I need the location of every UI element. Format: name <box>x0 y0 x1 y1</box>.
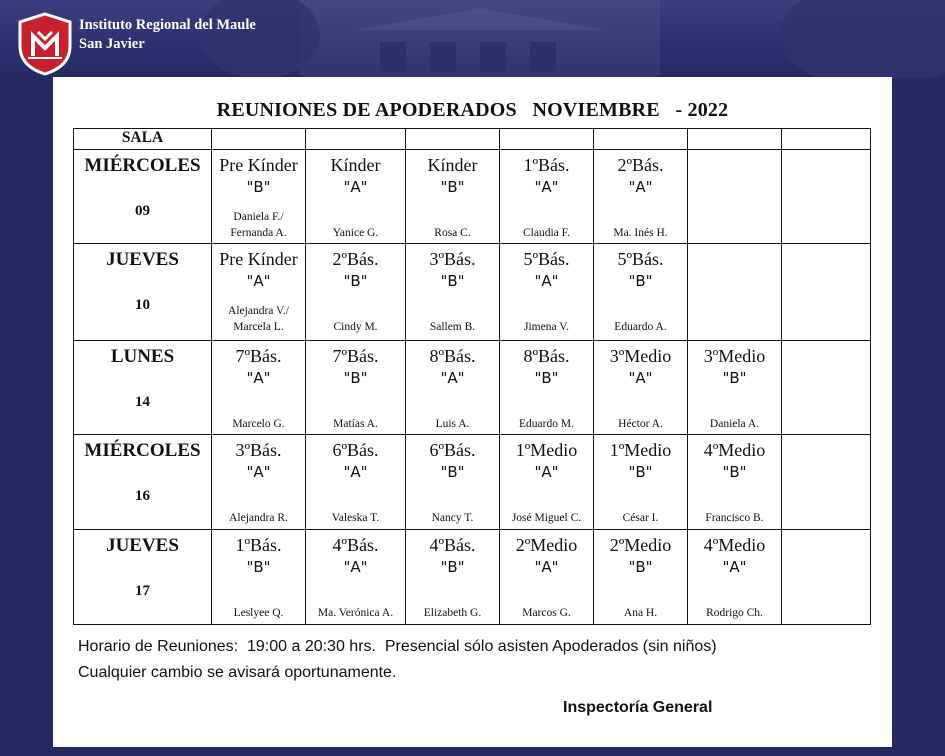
class-cell <box>688 530 782 625</box>
building-window <box>430 42 456 72</box>
schedule-row <box>74 341 871 435</box>
course-name: 3ºBás. <box>429 249 476 269</box>
header-cell <box>594 129 688 150</box>
teacher-name <box>212 209 305 241</box>
course-name: 4ºBás. <box>332 535 379 555</box>
class-block <box>500 341 593 434</box>
class-cell <box>782 150 871 244</box>
class-block <box>594 530 687 623</box>
teacher-line2: Jimena V. <box>524 321 569 333</box>
schedule-row <box>74 150 871 244</box>
day-block <box>74 435 211 505</box>
teacher-name <box>306 416 405 432</box>
teacher-name <box>406 319 499 335</box>
teacher-name <box>594 510 687 526</box>
course-name: Kínder <box>427 155 478 175</box>
course-name: 5ºBás. <box>523 249 570 269</box>
course-name: 7ºBás. <box>332 346 379 366</box>
class-block <box>306 530 405 623</box>
class-block <box>594 435 687 528</box>
teacher-line1: Alejandra V./ <box>228 305 289 317</box>
course-name: 3ºBás. <box>235 440 282 460</box>
course-section: "A" <box>722 558 747 576</box>
class-cell <box>782 530 871 625</box>
class-cell <box>688 341 782 435</box>
school-logo <box>16 12 74 76</box>
course-name: 4ºMedio <box>703 535 766 555</box>
teacher-line2: Matías A. <box>333 418 378 430</box>
class-cell <box>406 341 500 435</box>
class-cell <box>782 341 871 435</box>
teacher-name <box>500 319 593 335</box>
course-section: "B" <box>722 369 747 387</box>
course-section: "A" <box>534 178 559 196</box>
course-section: "A" <box>534 463 559 481</box>
teacher-name <box>688 510 781 526</box>
teacher-line2: Héctor A. <box>618 418 663 430</box>
class-block <box>688 150 781 243</box>
class-block <box>782 435 870 528</box>
teacher-name <box>406 605 499 621</box>
teacher-name <box>306 605 405 621</box>
class-block <box>594 341 687 434</box>
teacher-line2: Daniela A. <box>709 418 760 430</box>
header-cell <box>500 129 594 150</box>
teacher-line2: Eduardo A. <box>614 321 667 333</box>
course-name: Pre Kínder <box>219 155 298 175</box>
course-name <box>782 435 870 440</box>
course-name: 6ºBás. <box>429 440 476 460</box>
class-cell <box>500 150 594 244</box>
teacher-name <box>594 416 687 432</box>
class-cell <box>594 244 688 341</box>
course-name <box>782 341 870 346</box>
course-section: "B" <box>628 558 653 576</box>
class-block <box>306 244 405 337</box>
class-cell <box>406 244 500 341</box>
teacher-line2: Ma. Inés H. <box>613 227 668 239</box>
course-name <box>688 150 781 155</box>
page-title: REUNIONES DE APODERADOS NOVIEMBRE - 2022 <box>216 99 729 121</box>
class-cell <box>406 435 500 530</box>
class-block <box>306 435 405 528</box>
course-name: 1ºMedio <box>609 440 672 460</box>
header-cell <box>782 129 871 150</box>
teacher-name <box>306 510 405 526</box>
meeting-hours-note: Horario de Reuniones: 19:00 a 20:30 hrs. Presencial sólo asisten Apoderados (sin niños) <box>78 638 717 655</box>
notice-document <box>53 77 892 747</box>
class-block <box>306 341 405 434</box>
course-name: 6ºBás. <box>332 440 379 460</box>
course-name <box>782 150 870 155</box>
teacher-line2: Rosa C. <box>434 227 471 239</box>
course-name: 2ºBás. <box>332 249 379 269</box>
class-block <box>782 244 870 337</box>
day-block <box>74 341 211 411</box>
teacher-line2: Valeska T. <box>331 512 380 524</box>
course-section: "B" <box>440 463 465 481</box>
building-window <box>380 42 406 72</box>
day-date: 14 <box>135 394 150 410</box>
day-name: MIÉRCOLES <box>84 440 201 461</box>
class-block <box>212 435 305 528</box>
day-name: JUEVES <box>106 249 179 270</box>
teacher-line2: Alejandra R. <box>229 512 288 524</box>
class-cell <box>500 244 594 341</box>
course-name: 3ºMedio <box>703 346 766 366</box>
schedule-row <box>74 530 871 625</box>
teacher-line1: Daniela F./ <box>233 211 284 223</box>
class-block <box>688 244 781 337</box>
day-date: 09 <box>135 203 150 219</box>
teacher-line2: Leslyee Q. <box>233 607 284 619</box>
school-name-line1: Instituto Regional del Maule <box>79 17 256 33</box>
teacher-name <box>212 510 305 526</box>
course-name: 8ºBás. <box>523 346 570 366</box>
teacher-line2: Yanice G. <box>332 227 379 239</box>
school-name <box>79 16 256 54</box>
header-cell <box>212 129 306 150</box>
course-section: "A" <box>534 558 559 576</box>
class-block <box>688 341 781 434</box>
meeting-schedule-table <box>73 128 871 625</box>
class-cell <box>306 244 406 341</box>
teacher-name <box>500 225 593 241</box>
building-window <box>530 42 556 72</box>
class-cell <box>782 244 871 341</box>
teacher-line2: Eduardo M. <box>519 418 574 430</box>
course-name <box>782 244 870 249</box>
class-cell <box>212 435 306 530</box>
day-cell <box>74 435 212 530</box>
course-name: 7ºBás. <box>235 346 282 366</box>
teacher-line2: Nancy T. <box>431 512 474 524</box>
class-cell <box>688 435 782 530</box>
teacher-name <box>688 605 781 621</box>
tree-shape <box>780 0 945 78</box>
class-block <box>500 150 593 243</box>
sala-header: SALA <box>74 129 212 150</box>
class-cell <box>306 341 406 435</box>
teacher-line2: Francisco B. <box>705 512 764 524</box>
course-name <box>688 244 781 249</box>
teacher-line2: Claudia F. <box>523 227 570 239</box>
course-section: "A" <box>246 272 271 290</box>
course-section: "A" <box>343 463 368 481</box>
class-block <box>406 530 499 623</box>
course-section: "A" <box>343 558 368 576</box>
teacher-name <box>594 605 687 621</box>
class-block <box>406 150 499 243</box>
course-section: "A" <box>440 369 465 387</box>
teacher-line2: Fernanda A. <box>230 227 287 239</box>
day-block <box>74 150 211 220</box>
header-cell <box>306 129 406 150</box>
class-cell <box>212 244 306 341</box>
teacher-name <box>688 416 781 432</box>
class-block <box>782 341 870 434</box>
class-block <box>500 435 593 528</box>
teacher-line2: Marcos G. <box>522 607 571 619</box>
course-name: 8ºBás. <box>429 346 476 366</box>
course-name: 2ºMedio <box>515 535 578 555</box>
header-banner <box>0 0 945 78</box>
day-block <box>74 244 211 314</box>
day-cell <box>74 244 212 341</box>
class-cell <box>212 530 306 625</box>
course-name: 4ºBás. <box>429 535 476 555</box>
school-name-line2: San Javier <box>79 36 145 52</box>
class-cell <box>594 150 688 244</box>
course-name: 4ºMedio <box>703 440 766 460</box>
day-date: 17 <box>135 583 150 599</box>
teacher-name <box>500 605 593 621</box>
teacher-line2: Marcelo G. <box>232 418 285 430</box>
teacher-name <box>212 303 305 335</box>
teacher-line2: Sallem B. <box>429 321 476 333</box>
class-block <box>688 530 781 623</box>
teacher-line2: Luis A. <box>435 418 470 430</box>
course-name: 2ºMedio <box>609 535 672 555</box>
class-block <box>212 341 305 434</box>
class-block <box>782 530 870 623</box>
teacher-name <box>406 416 499 432</box>
class-block <box>406 341 499 434</box>
course-name: Pre Kínder <box>219 249 298 269</box>
class-cell <box>594 530 688 625</box>
course-section: "A" <box>628 178 653 196</box>
teacher-line2: Marcela L. <box>233 321 284 333</box>
class-cell <box>406 530 500 625</box>
day-name: MIÉRCOLES <box>84 155 201 176</box>
teacher-line2: Ma. Verónica A. <box>317 607 394 619</box>
course-section: "B" <box>628 272 653 290</box>
class-block <box>212 150 305 243</box>
class-cell <box>212 150 306 244</box>
class-block <box>212 530 305 623</box>
teacher-name <box>406 510 499 526</box>
class-block <box>594 244 687 337</box>
course-name: 3ºMedio <box>609 346 672 366</box>
teacher-name <box>306 319 405 335</box>
course-section: "B" <box>343 369 368 387</box>
course-name: 2ºBás. <box>617 155 664 175</box>
header-cell <box>406 129 500 150</box>
teacher-line2: Ana H. <box>623 607 658 619</box>
teacher-line2: Cindy M. <box>333 321 378 333</box>
class-cell <box>500 435 594 530</box>
course-name: 1ºBás. <box>523 155 570 175</box>
class-block <box>688 435 781 528</box>
teacher-name <box>594 225 687 241</box>
teacher-line2: José Miguel C. <box>511 512 582 524</box>
building-window <box>480 42 506 72</box>
class-block <box>406 435 499 528</box>
class-block <box>594 150 687 243</box>
day-cell <box>74 530 212 625</box>
day-name: JUEVES <box>106 535 179 556</box>
teacher-name <box>406 225 499 241</box>
teacher-name <box>212 605 305 621</box>
day-date: 16 <box>135 488 150 504</box>
course-section: "B" <box>628 463 653 481</box>
class-cell <box>212 341 306 435</box>
course-section: "B" <box>534 369 559 387</box>
class-cell <box>406 150 500 244</box>
day-cell <box>74 341 212 435</box>
teacher-line2: César I. <box>622 512 659 524</box>
course-name: Kínder <box>330 155 381 175</box>
class-block <box>212 244 305 337</box>
course-name: 1ºBás. <box>235 535 282 555</box>
signature: Inspectoría General <box>563 699 713 716</box>
course-section: "B" <box>246 558 271 576</box>
course-section: "A" <box>246 369 271 387</box>
course-section: "A" <box>246 463 271 481</box>
schedule-row <box>74 435 871 530</box>
teacher-name <box>594 319 687 335</box>
class-block <box>500 530 593 623</box>
day-date: 10 <box>135 297 150 313</box>
class-cell <box>306 150 406 244</box>
class-block <box>406 244 499 337</box>
class-cell <box>500 530 594 625</box>
day-block <box>74 530 211 600</box>
course-name: 5ºBás. <box>617 249 664 269</box>
table-header-row <box>74 129 871 150</box>
course-section: "B" <box>343 272 368 290</box>
course-section: "B" <box>440 178 465 196</box>
header-cell <box>688 129 782 150</box>
day-cell <box>74 150 212 244</box>
teacher-name <box>212 416 305 432</box>
teacher-name <box>500 510 593 526</box>
course-section: "B" <box>440 272 465 290</box>
schedule-row <box>74 244 871 341</box>
class-cell <box>688 150 782 244</box>
class-cell <box>500 341 594 435</box>
course-name: 1ºMedio <box>515 440 578 460</box>
teacher-name <box>500 416 593 432</box>
class-block <box>306 150 405 243</box>
course-name <box>782 530 870 535</box>
class-block <box>782 150 870 243</box>
class-cell <box>306 530 406 625</box>
teacher-line2: Elizabeth G. <box>423 607 482 619</box>
class-cell <box>594 341 688 435</box>
course-section: "A" <box>628 369 653 387</box>
class-block <box>500 244 593 337</box>
course-section: "B" <box>722 463 747 481</box>
class-cell <box>594 435 688 530</box>
course-section: "B" <box>440 558 465 576</box>
course-section: "B" <box>246 178 271 196</box>
class-cell <box>306 435 406 530</box>
course-section: "A" <box>343 178 368 196</box>
day-name: LUNES <box>110 346 175 367</box>
class-cell <box>782 435 871 530</box>
teacher-line2: Rodrigo Ch. <box>706 607 763 619</box>
teacher-name <box>306 225 405 241</box>
class-cell <box>688 244 782 341</box>
course-section: "A" <box>534 272 559 290</box>
change-notice: Cualquier cambio se avisará oportunamente. <box>78 664 397 681</box>
